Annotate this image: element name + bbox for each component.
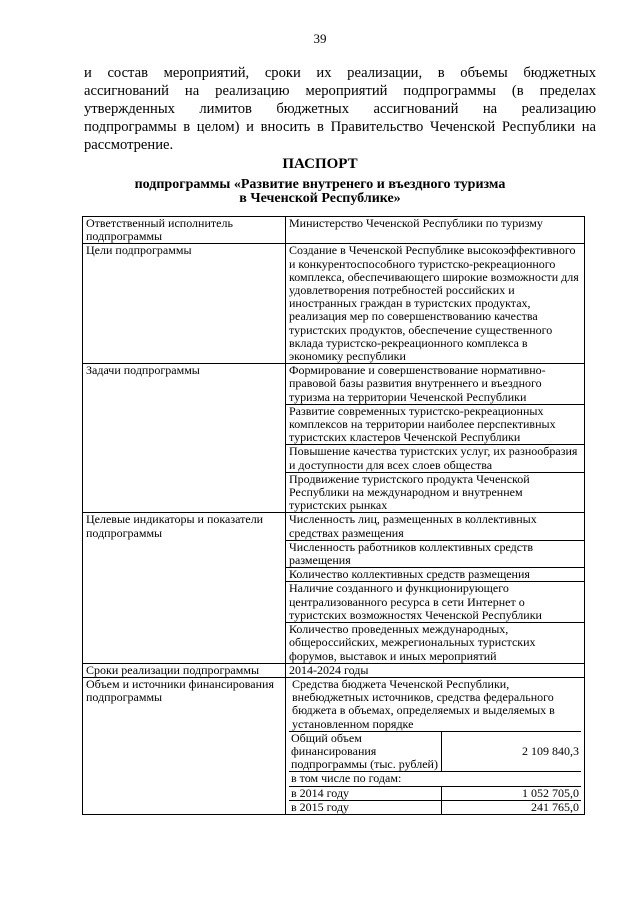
row-executor (83, 217, 585, 244)
terms-label: Сроки реализации подпрограммы (83, 663, 286, 677)
financing-total-value: 2 109 840,3 (442, 731, 582, 772)
terms-value: 2014-2024 годы (286, 663, 585, 677)
intro-line: утвержденных лимитов бюджетных ассигнований на реализацию (84, 101, 596, 117)
passport-subtitle (0, 178, 640, 206)
passport-title: ПАСПОРТ (282, 156, 358, 172)
financing-total-label: Общий объем финансирования подпрограммы (тыс. рублей) (289, 731, 442, 772)
goals-value: Создание в Чеченской Республике высокоэффективного и конкурентоспособного туристско-рекреационного комплекса, обеспечивающего широкие возможности для удовлетворения потребностей российских и иностранных граждан в туристских продуктах, реализация мер по совершенствованию качества туристских продуктов, обеспечение существенного вклада туристско-рекреационного комплекса в экономику республики (286, 244, 585, 364)
financing-year-row (289, 800, 581, 814)
financing-label: Объем и источники финансирования подпрограммы (83, 677, 286, 814)
financing-value (286, 677, 585, 814)
task-item: Повышение качества туристских услуг, их разнообразия и доступности для всех слоев общества (286, 445, 585, 472)
financing-year-row (289, 786, 581, 800)
subtitle-line: в Чеченской Республике» (239, 191, 401, 206)
executor-value: Министерство Чеченской Республики по туризму (286, 217, 585, 244)
row-financing (83, 677, 585, 814)
financing-sources: Средства бюджета Чеченской Республики, внебюджетных источников, средства федерального бюджета в объемах, определяемых и выделяемых в установленном порядке (292, 676, 555, 731)
indicator-item: Количество проведенных международных, общероссийских, межрегиональных туристских форумов, выставок и иных мероприятий (286, 623, 585, 664)
financing-breakdown (289, 731, 581, 814)
subtitle-line: подпрограммы «Развитие внутренего и въездного туризма (134, 177, 506, 192)
row-goals (83, 244, 585, 364)
indicators-label: Целевые индикаторы и показатели подпрограммы (83, 513, 286, 663)
intro-line: рассмотрение. (84, 137, 174, 153)
row-terms (83, 663, 585, 677)
intro-line: ассигнований на реализацию мероприятий подпрограммы (в пределах (84, 83, 596, 99)
financing-years-header: в том числе по годам: (289, 772, 581, 786)
intro-paragraph (84, 64, 596, 154)
row-indicators (83, 513, 585, 540)
financing-year-label: в 2015 году (289, 800, 442, 814)
executor-label: Ответственный исполнитель подпрограммы (83, 217, 286, 244)
indicator-item: Численность работников коллективных средств размещения (286, 540, 585, 567)
financing-year-label: в 2014 году (289, 786, 442, 800)
indicator-item: Количество коллективных средств размещения (286, 568, 585, 582)
page-number: 39 (313, 31, 327, 46)
intro-line: подпрограммы в целом) и вносить в Правительство Чеченской Республики на (84, 119, 596, 135)
intro-line: и состав мероприятий, сроки их реализации, в объемы бюджетных (84, 65, 596, 81)
task-item: Развитие современных туристско-рекреационных комплексов на территории наиболее перспективных туристских кластеров Чеченской Республики (286, 404, 585, 445)
passport-table (82, 216, 585, 815)
financing-year-value: 241 765,0 (442, 800, 582, 814)
indicator-item: Численность лиц, размещенных в коллективных средствах размещения (286, 513, 585, 540)
row-tasks (83, 364, 585, 405)
indicator-item: Наличие созданного и функционирующего централизованного ресурса в сети Интернет о туристских возможностях Чеченской Республики (286, 582, 585, 623)
financing-total-row (289, 731, 581, 772)
task-item: Продвижение туристского продукта Чеченской Республики на международном и внутреннем туристских рынках (286, 472, 585, 513)
tasks-label: Задачи подпрограммы (83, 364, 286, 513)
task-item: Формирование и совершенствование нормативно-правовой базы развития внутреннего и въездного туризма на территории Чеченской Республики (286, 364, 585, 405)
financing-years-header-row (289, 772, 581, 786)
goals-label: Цели подпрограммы (83, 244, 286, 364)
financing-year-value: 1 052 705,0 (442, 786, 582, 800)
